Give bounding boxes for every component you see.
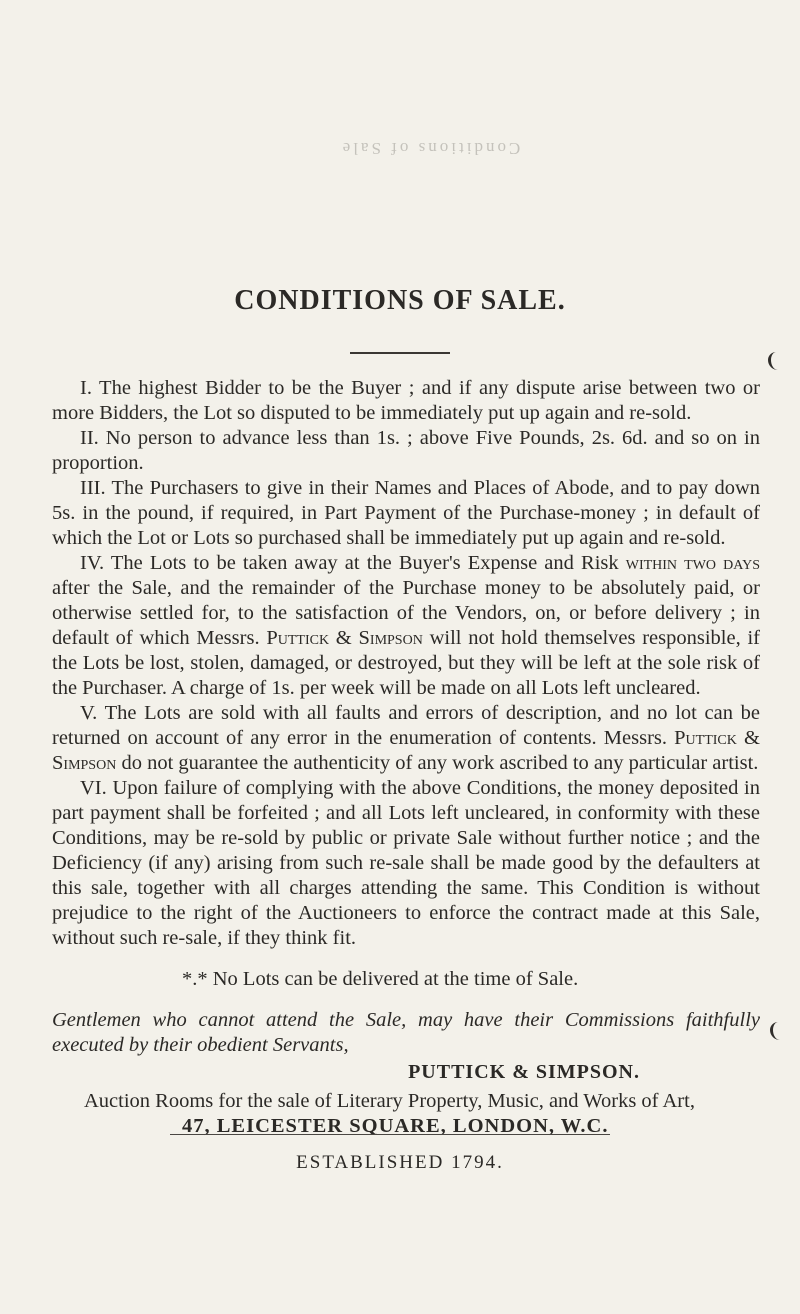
condition-text: III. The Purchasers to give in their Names and Places of Abode, and to pay down 5s. in the pound, if required, in Part Payment of the Purchase-money ; in default of which the Lot or Lots so purchased shall be immediately put up again and re-sold.	[52, 477, 760, 549]
condition-5	[52, 701, 760, 776]
commissions-note: Gentlemen who cannot attend the Sale, may have their Commissions faithfully executed by their obedient Servants,	[52, 1009, 760, 1056]
firm-address: 47, LEICESTER SQUARE, LONDON, W.C.	[182, 1115, 609, 1137]
condition-text: do not guarantee the authenticity of any work ascribed to any particular artist.	[116, 752, 759, 774]
condition-text: VI. Upon failure of complying with the above Conditions, the money deposited in part payment shall be forfeited ; and all Lots left uncleared, in conformity with these Conditions, may be re-sold by public or private Sale without further notice ; and the Deficiency (if any) arising from such re-sale shall be made good by the defaulters at this sale, together with all charges attending the same. This Condition is without prejudice to the right of the Auctioneers to enforce the contract made at this Sale, without such re-sale, if they think fit.	[52, 777, 760, 949]
page-title: CONDITIONS OF SALE.	[234, 285, 566, 316]
title-rule	[350, 352, 450, 354]
condition-text: Puttick & Simpson	[52, 727, 760, 774]
page-edge-mark	[768, 352, 791, 370]
condition-text: after the Sale, and the remainder of the Purchase money to be absolutely paid, or otherwise settled for, to the satisfaction of the Vendors, on, or before delivery ; in default of which Messrs.	[52, 577, 760, 649]
address-rule	[170, 1134, 610, 1135]
condition-text: Puttick & Simpson	[266, 627, 423, 649]
delivery-note: *.* No Lots can be delivered at the time of Sale.	[182, 968, 579, 990]
condition-text: within two days	[625, 552, 760, 574]
condition-2	[52, 426, 760, 476]
page-edge-mark	[770, 1022, 791, 1040]
condition-text: V. The Lots are sold with all faults and errors of description, and no lot can be returned on account of any error in the enumeration of contents. Messrs.	[52, 702, 760, 749]
condition-6	[52, 776, 760, 951]
condition-4	[52, 551, 760, 701]
condition-text: will not hold themselves responsible, if the Lots be lost, stolen, damaged, or destroyed, but they will be left at the sole risk of the Purchaser. A charge of 1s. per week will be made on all Lots left uncleared.	[52, 627, 760, 699]
condition-text: II. No person to advance less than 1s. ; above Five Pounds, 2s. 6d. and so on in proportion.	[52, 427, 760, 474]
firm-name: PUTTICK & SIMPSON.	[408, 1061, 640, 1083]
condition-3	[52, 476, 760, 551]
conditions-list	[52, 376, 760, 951]
established-line: ESTABLISHED 1794.	[296, 1152, 504, 1173]
condition-text: IV. The Lots to be taken away at the Buyer's Expense and Risk	[80, 552, 626, 574]
condition-1	[52, 376, 760, 426]
auction-rooms-line: Auction Rooms for the sale of Literary Property, Music, and Works of Art,	[84, 1090, 695, 1112]
condition-text: I. The highest Bidder to be the Buyer ; and if any dispute arise between two or more Bidders, the Lot so disputed to be immediately put up again and re-sold.	[52, 377, 760, 424]
bleed-through-text: Conditions of Sale	[339, 139, 521, 158]
conditions-body	[52, 376, 760, 1139]
